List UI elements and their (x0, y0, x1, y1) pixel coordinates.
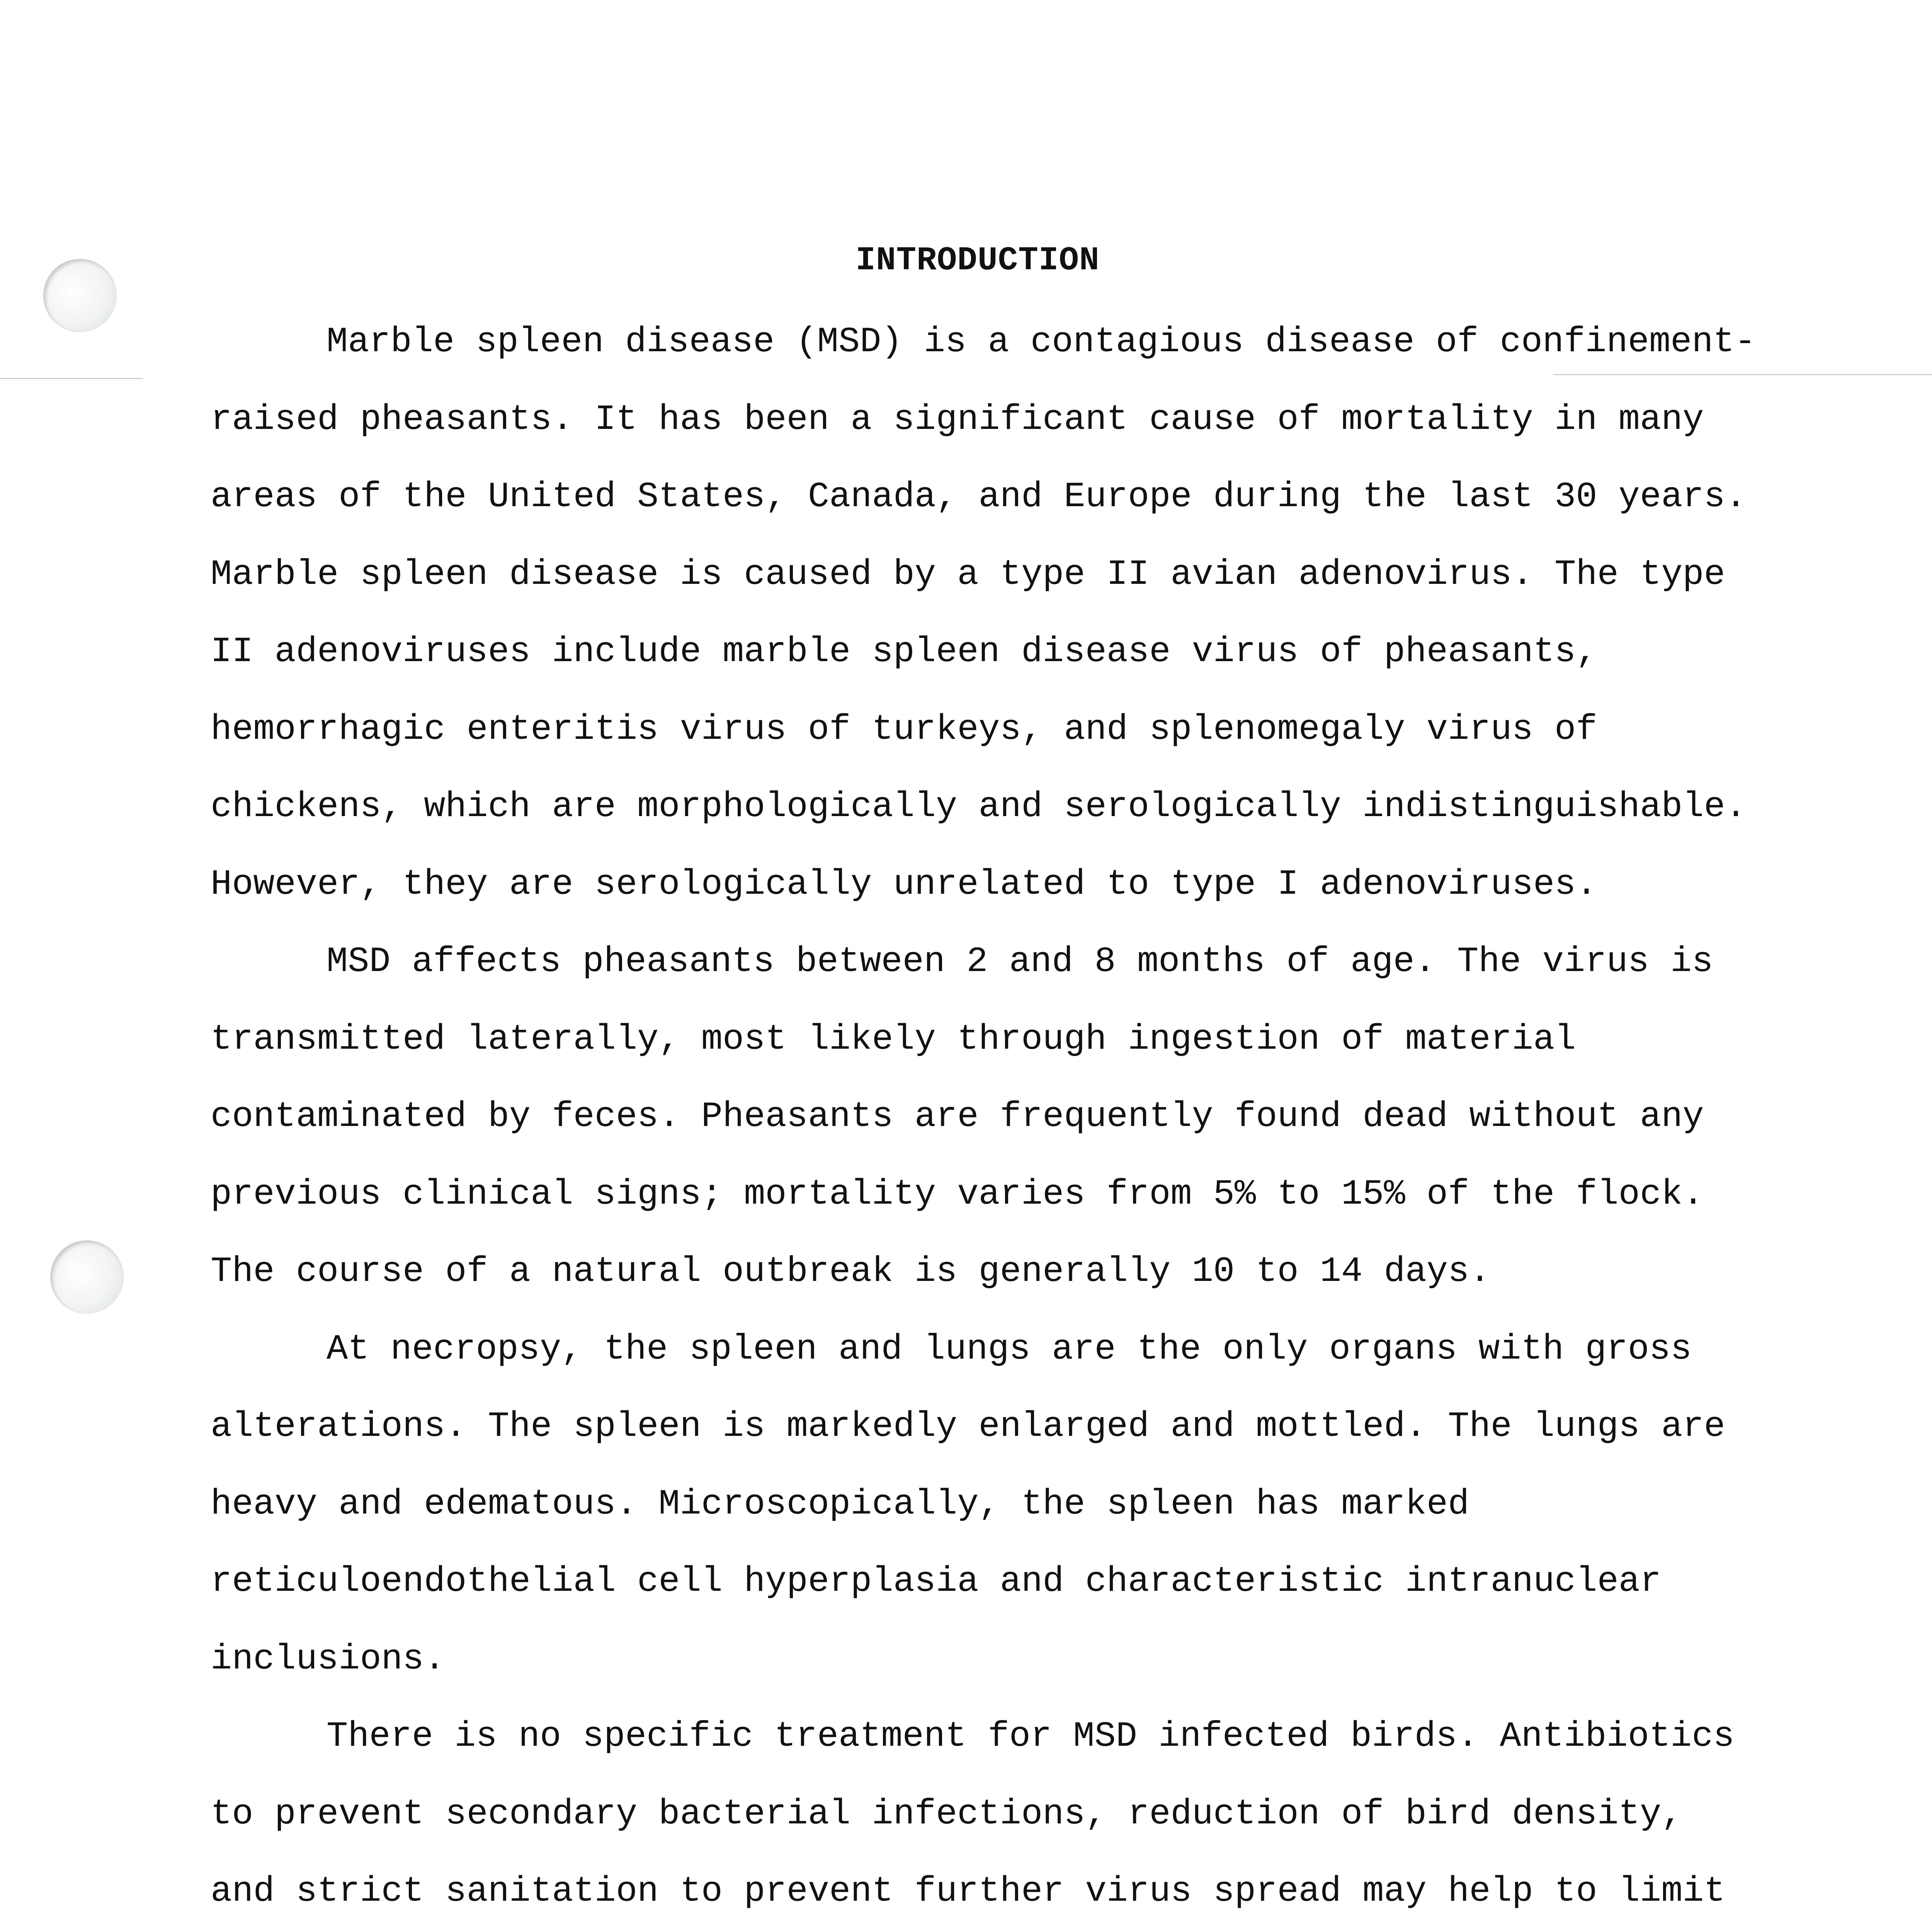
punch-hole-middle (50, 1240, 124, 1314)
scan-artifact-line-left (0, 378, 143, 379)
section-heading: INTRODUCTION (855, 242, 1100, 279)
paragraph-necropsy: At necropsy, the spleen and lungs are the only organs with gross alterations. The spleen is markedly enlarged and mottled. The lungs are heavy and edematous. Microscopically, the spleen has marked reticuloendothelial cell hyperplasia and characteristic intranuclear inclusions. (211, 1328, 1725, 1679)
paragraph-treatment: There is no specific treatment for MSD infected birds. Antibiotics to prevent secondary bacterial infections, reduction of bird density, and strict sanitation to prevent further virus spread may help to limit (211, 1716, 1735, 1912)
body-text (211, 303, 1756, 1932)
paragraph-msd-overview: Marble spleen disease (MSD) is a contagious disease of confinement-raised pheasants. It has been a significant cause of mortality in many areas of the United States, Canada, and Europe during the last 30 years. Marble spleen disease is caused by a type II avian adenovirus. The type II adenoviruses include marble spleen disease virus of pheasants, hemorrhagic enteritis virus of turkeys, and splenomegaly virus of chickens, which are morphologically and serologically indistinguishable. However, they are serologically unrelated to type I adenoviruses. (211, 321, 1756, 905)
paragraph-transmission: MSD affects pheasants between 2 and 8 months of age. The virus is transmitted laterally, most likely through ingestion of material contaminated by feces. Pheasants are frequently found dead without any previous clinical signs; mortality varies from 5% to 15% of the flock. The course of a natural outbreak is generally 10 to 14 days. (211, 941, 1713, 1292)
